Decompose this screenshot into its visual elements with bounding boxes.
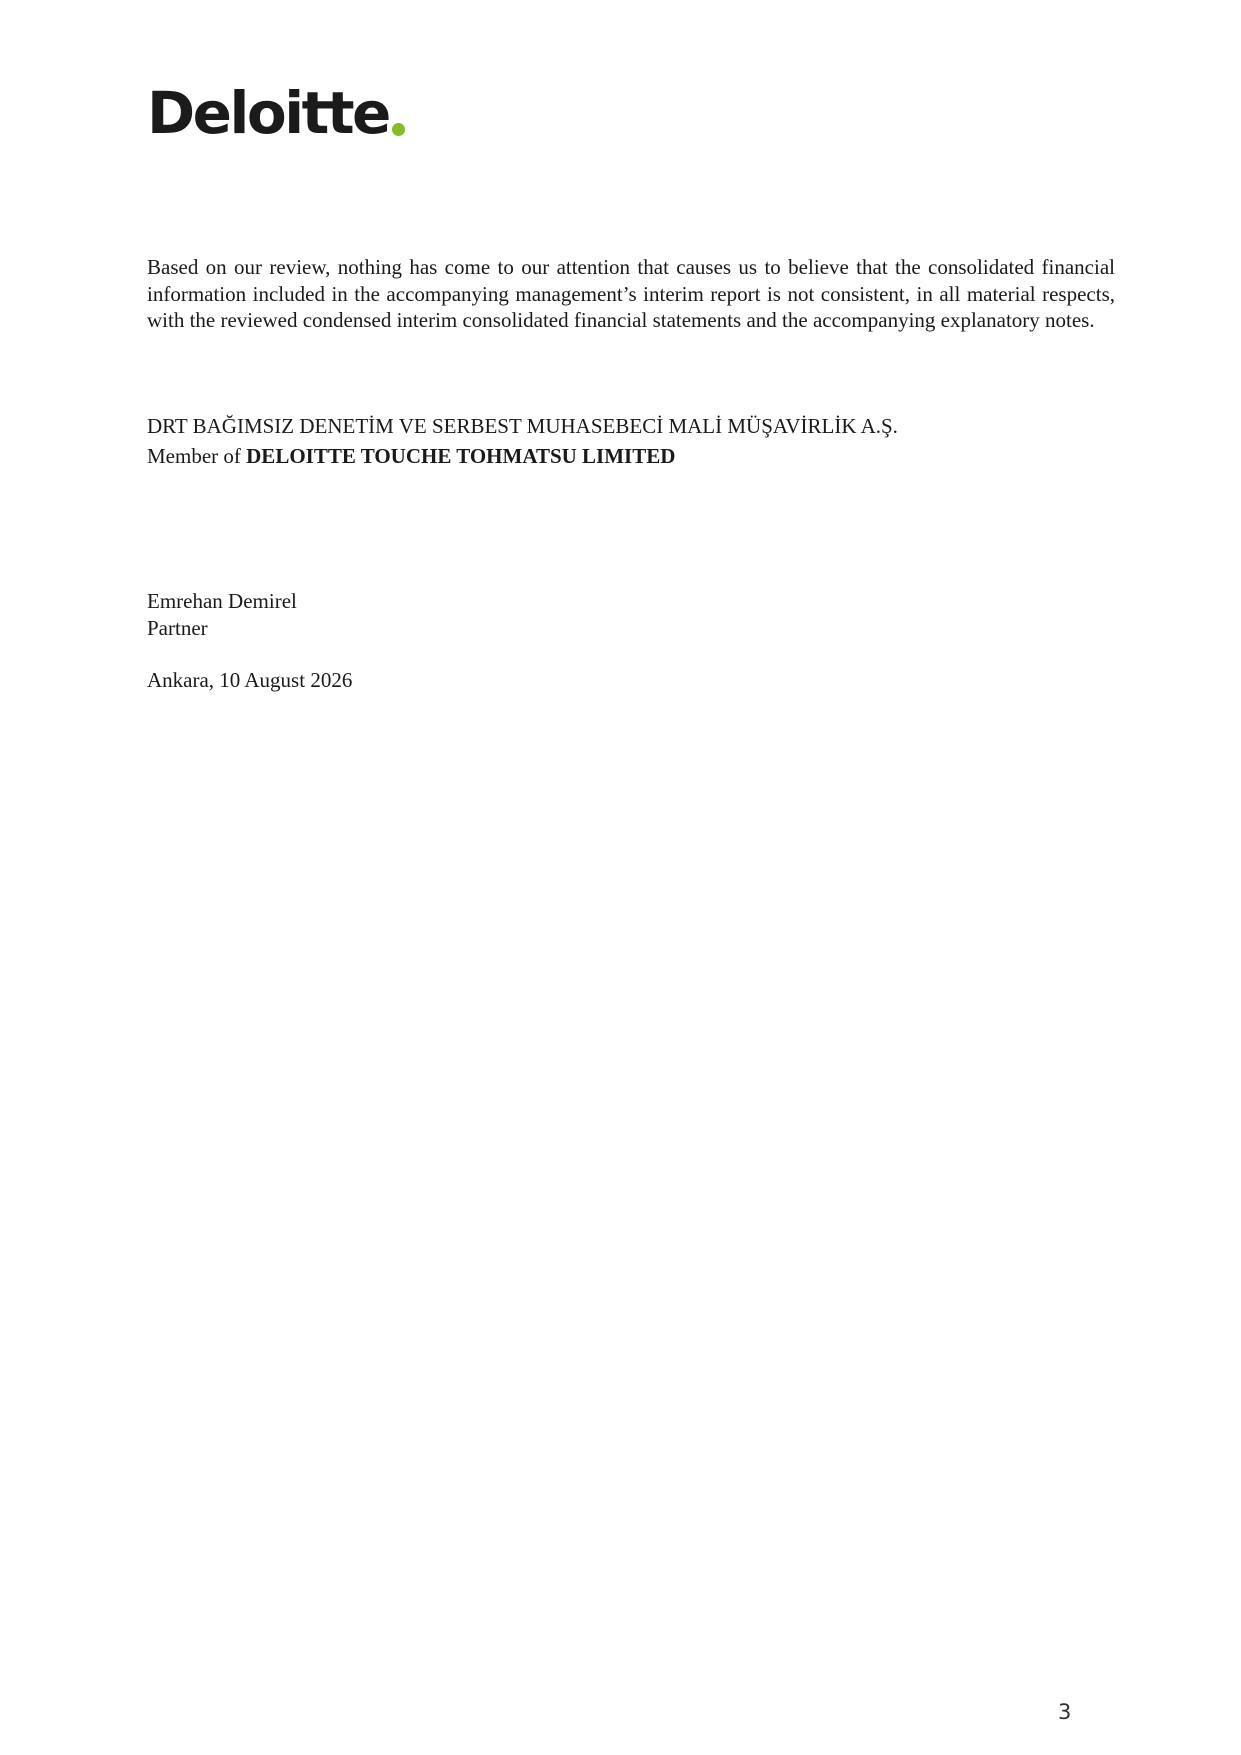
review-conclusion-paragraph: Based on our review, nothing has come to our attention that causes us to believe that the consolidated financial information included in the accompanying management’s interim report is not consistent, in all material respects, with the reviewed condensed interim consolidated financial statements and the accompanying explanatory notes.: [147, 255, 1115, 332]
deloitte-logo: [147, 72, 405, 147]
signatory-title: Partner: [147, 615, 208, 640]
logo-green-dot: [392, 123, 405, 136]
member-line: [147, 441, 898, 471]
page-number: 3: [1058, 1700, 1072, 1724]
place-and-date: Ankara, 10 August 2026: [147, 668, 353, 692]
member-network-name: DELOITTE TOUCHE TOHMATSU LIMITED: [246, 444, 676, 468]
logo-wordmark: Deloitte: [147, 79, 389, 147]
firm-name: DRT BAĞIMSIZ DENETİM VE SERBEST MUHASEBECİ MALİ MÜŞAVİRLİK A.Ş.: [147, 414, 898, 438]
member-prefix: Member of: [147, 444, 247, 468]
audit-firm-block: [147, 411, 898, 471]
signatory-name: Emrehan Demirel: [147, 589, 297, 613]
signatory-block: [147, 588, 297, 641]
